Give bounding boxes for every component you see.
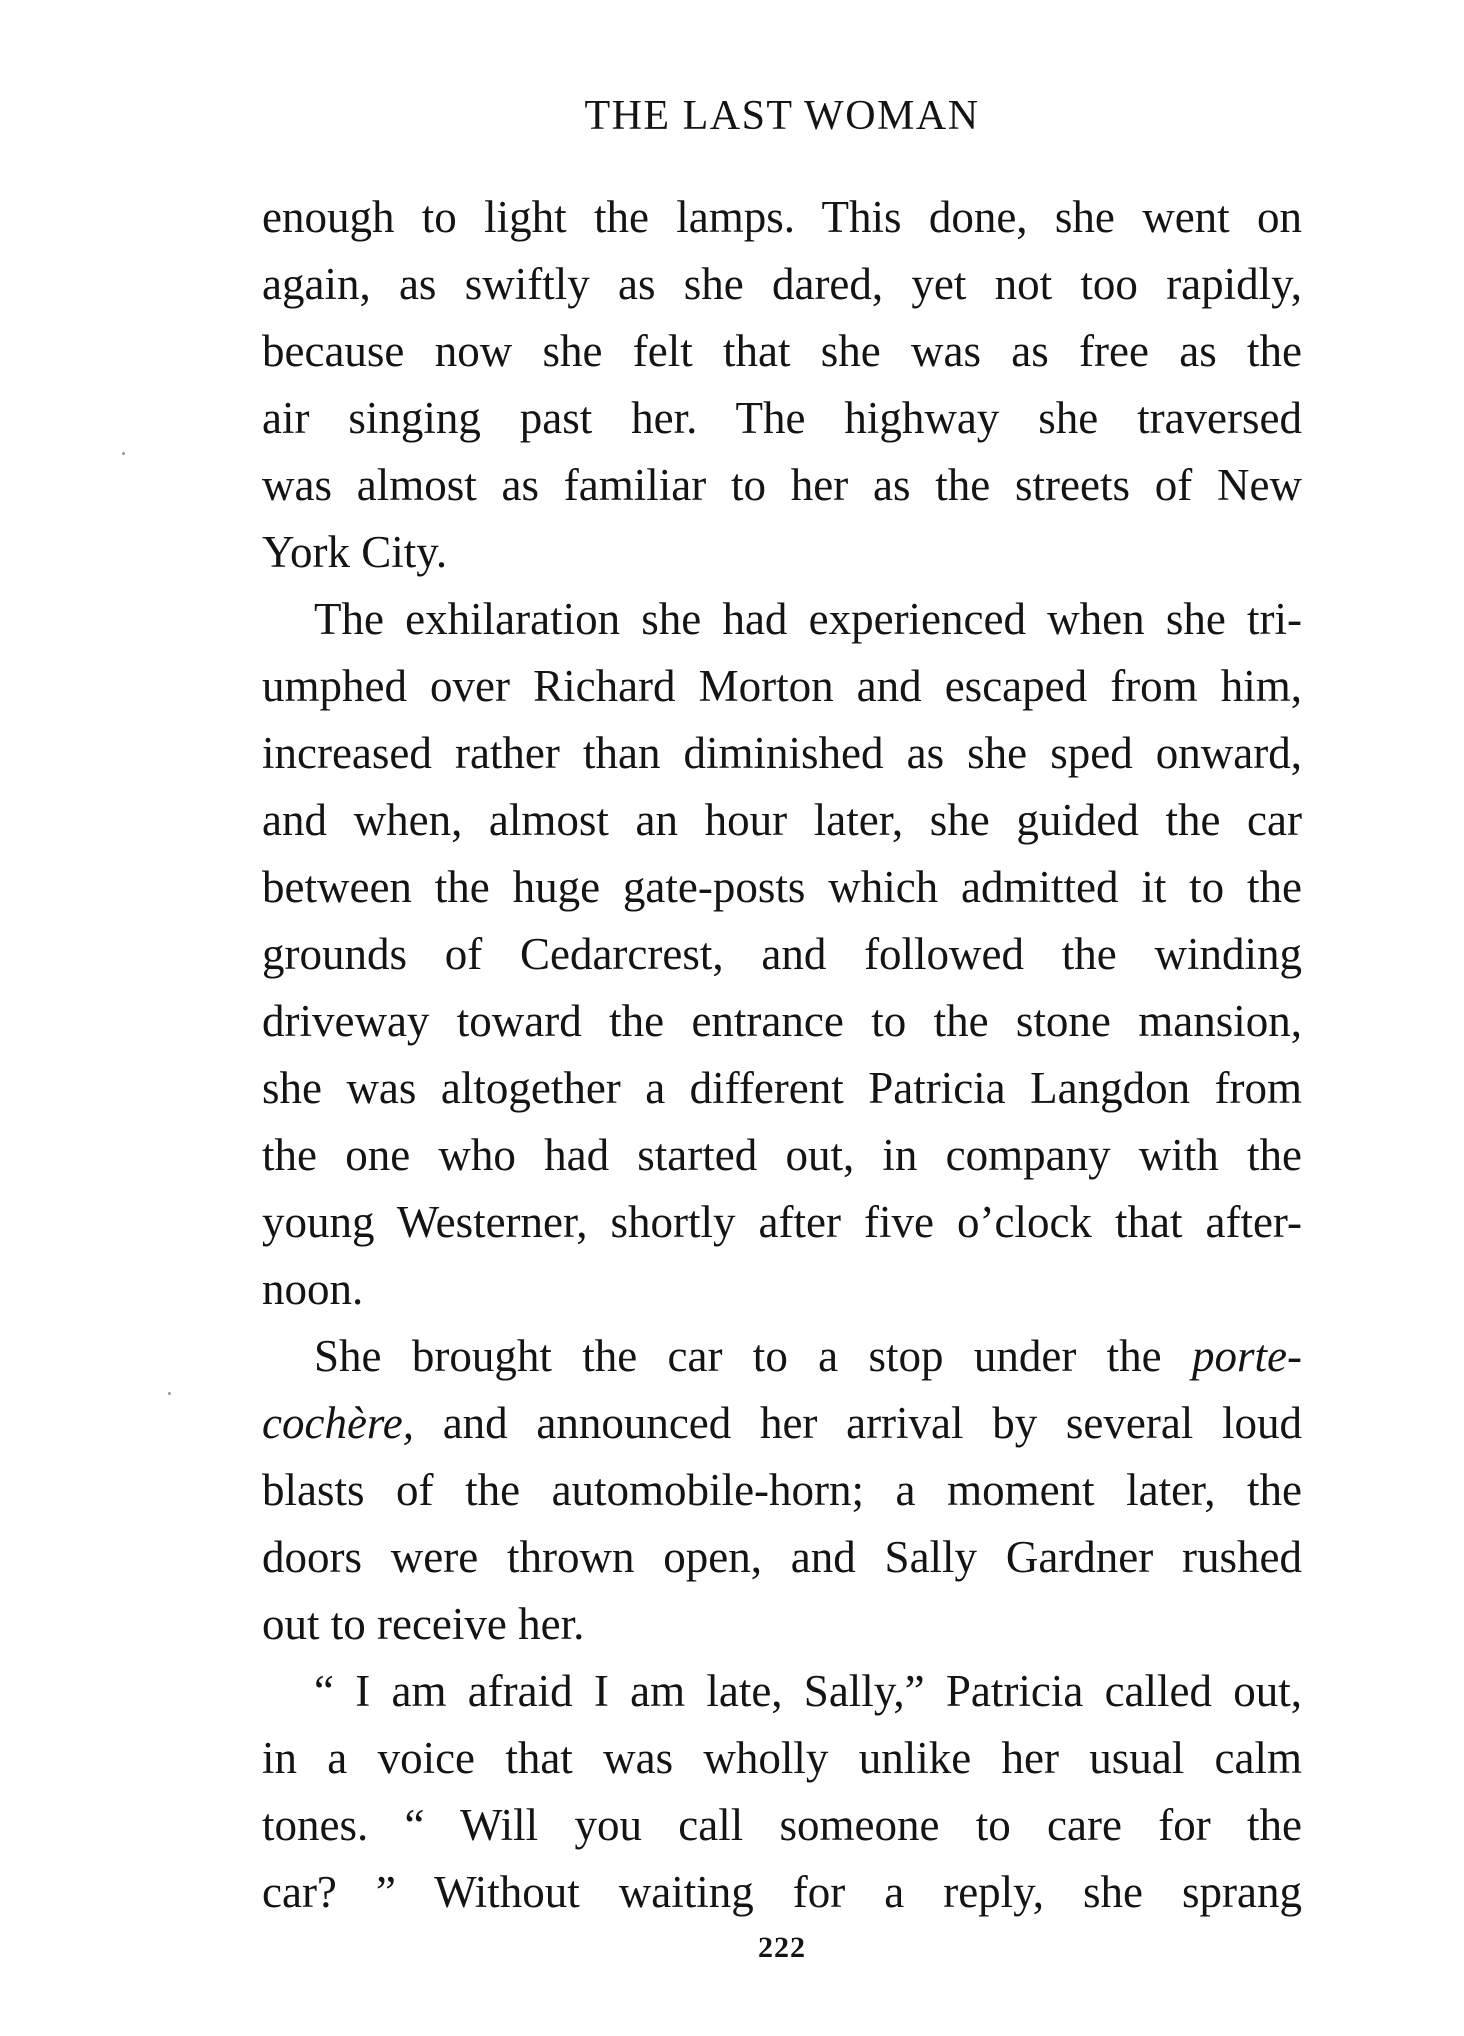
text-line: because now she felt that she was as free as the [262, 326, 1302, 376]
italic-term: porte- [1192, 1331, 1302, 1381]
text-line: doors were thrown open, and Sally Gardner rushed [262, 1532, 1302, 1582]
scan-speck [168, 1392, 171, 1395]
text-line: umphed over Richard Morton and escaped from him, [262, 661, 1302, 711]
italic-term: cochère, [262, 1398, 414, 1448]
text-run: She brought the car to a stop under the [314, 1331, 1162, 1381]
text-line: increased rather than diminished as she sped onward, [262, 728, 1302, 778]
scan-speck [122, 452, 125, 455]
text-line: air singing past her. The highway she traversed [262, 393, 1302, 443]
text-line: again, as swiftly as she dared, yet not too rapidly, [262, 259, 1302, 309]
paragraph [262, 1323, 1302, 1658]
text-line: “ I am afraid I am late, Sally,” Patricia called out, [314, 1666, 1302, 1716]
text-line: noon. [262, 1264, 364, 1314]
text-line: blasts of the automobile-horn; a moment later, the [262, 1465, 1302, 1515]
text-line: tones. “ Will you call someone to care for the [262, 1800, 1302, 1850]
text-line: the one who had started out, in company with the [262, 1130, 1302, 1180]
text-line: grounds of Cedarcrest, and followed the winding [262, 929, 1302, 979]
text-line [262, 1323, 1302, 1390]
text-line [262, 1390, 1302, 1457]
running-head: THE LAST WOMAN [584, 93, 980, 139]
text-line: enough to light the lamps. This done, she went on [262, 192, 1302, 242]
text-line: she was altogether a different Patricia Langdon from [262, 1063, 1302, 1113]
text-line: young Westerner, shortly after five o’clock that after- [262, 1197, 1302, 1247]
paragraph [262, 586, 1302, 1323]
text-run: and announced her arrival by several loud [442, 1398, 1302, 1448]
body-text [262, 184, 1302, 1926]
page-number: 222 [758, 1931, 806, 1964]
paragraph [262, 184, 1302, 586]
paragraph [262, 1658, 1302, 1926]
text-line: car? ” Without waiting for a reply, she sprang [262, 1867, 1302, 1917]
text-line: York City. [262, 527, 448, 577]
text-line: in a voice that was wholly unlike her usual calm [262, 1733, 1302, 1783]
text-line: out to receive her. [262, 1599, 585, 1649]
text-line: driveway toward the entrance to the stone mansion, [262, 996, 1302, 1046]
text-line: was almost as familiar to her as the streets of New [262, 460, 1302, 510]
text-line: between the huge gate-posts which admitted it to the [262, 862, 1302, 912]
text-line: and when, almost an hour later, she guided the car [262, 795, 1302, 845]
text-line: The exhilaration she had experienced when she tri- [314, 594, 1302, 644]
